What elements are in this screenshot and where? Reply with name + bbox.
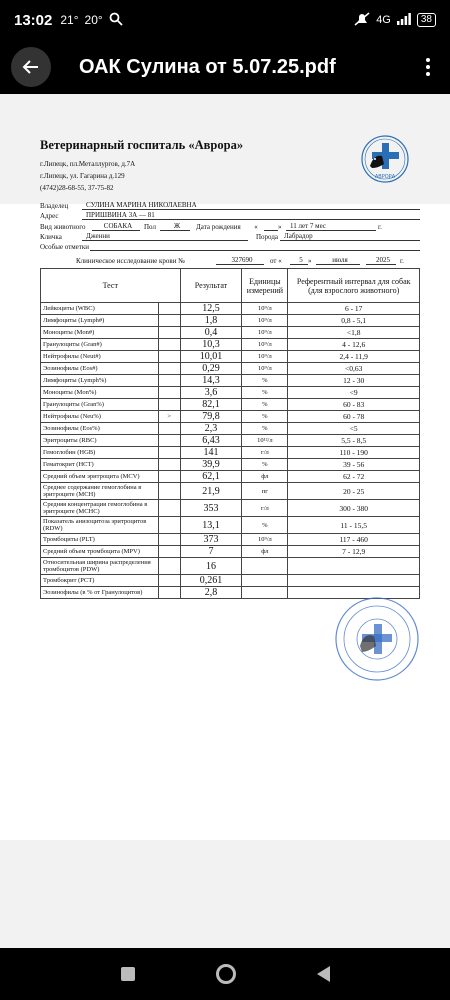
reference-cell: 2,4 - 11,9	[288, 351, 420, 363]
flag-cell	[158, 351, 180, 363]
flag-cell	[158, 517, 180, 534]
animal-row: Вид животного СОБАКА Пол Ж Дата рождения « » 11 лет 7 мес г.	[40, 222, 382, 231]
result-cell: 82,1	[180, 399, 242, 411]
test-name-cell: Моноциты (Mon%)	[41, 387, 159, 399]
breed-value: Лабрадор	[280, 232, 420, 241]
table-row	[41, 575, 420, 587]
flag-cell: >	[158, 411, 180, 423]
reference-cell: <5	[288, 423, 420, 435]
test-name-cell: Эозинофилы (в % от Гранулоцитов)	[41, 587, 159, 599]
unit-cell: фл	[242, 546, 288, 558]
result-cell: 79,8	[180, 411, 242, 423]
unit-cell: пг	[242, 483, 288, 500]
study-number: 327690	[216, 256, 264, 265]
result-cell: 62,1	[180, 471, 242, 483]
clinic-logo	[360, 134, 410, 184]
address-row: Адрес ПРИШВИНА 3А — 81	[40, 211, 420, 220]
flag-cell	[158, 558, 180, 575]
unit-cell: 10⁹/л	[242, 351, 288, 363]
table-row	[41, 375, 420, 387]
flag-cell	[158, 363, 180, 375]
flag-cell	[158, 575, 180, 587]
unit-cell	[242, 575, 288, 587]
logo-text: АВРОРА	[374, 174, 396, 180]
flag-cell	[158, 483, 180, 500]
owner-value: СУЛИНА МАРИНА НИКОЛАЕВНА	[82, 201, 420, 210]
status-bar	[0, 0, 450, 40]
test-name-cell: Гранулоциты (Gran#)	[41, 339, 159, 351]
result-cell: 2,3	[180, 423, 242, 435]
status-time: 13:02	[14, 11, 53, 29]
result-cell: 141	[180, 447, 242, 459]
flag-cell	[158, 459, 180, 471]
reference-cell: <0,63	[288, 363, 420, 375]
reference-cell: 6 - 17	[288, 303, 420, 315]
reference-cell: 62 - 72	[288, 471, 420, 483]
unit-cell: 10⁹/л	[242, 303, 288, 315]
flag-cell	[158, 339, 180, 351]
reference-cell: 4 - 12,6	[288, 339, 420, 351]
table-row	[41, 447, 420, 459]
signal-icon	[397, 13, 411, 28]
test-name-cell: Средняя концентрация гемоглобина в эритроците (MCHC)	[41, 500, 159, 517]
flag-cell	[158, 534, 180, 546]
unit-cell: 10⁹/л	[242, 327, 288, 339]
status-temp-1: 21°	[60, 13, 79, 27]
table-row	[41, 471, 420, 483]
test-name-cell: Тромбокрит (PCT)	[41, 575, 159, 587]
result-cell: 2,8	[180, 587, 242, 599]
test-name-cell: Эозинофилы (Eos#)	[41, 363, 159, 375]
status-temp-2: 20°	[84, 13, 103, 27]
unit-cell: фл	[242, 471, 288, 483]
result-cell: 12,5	[180, 303, 242, 315]
reference-cell: 39 - 56	[288, 459, 420, 471]
test-name-cell: Тромбоциты (PLT)	[41, 534, 159, 546]
reference-cell: 60 - 83	[288, 399, 420, 411]
table-row	[41, 351, 420, 363]
table-header-row	[41, 269, 420, 303]
age-value: 11 лет 7 мес	[286, 222, 376, 231]
test-name-cell: Гранулоциты (Gran%)	[41, 399, 159, 411]
result-cell: 373	[180, 534, 242, 546]
unit-cell	[242, 587, 288, 599]
header-result: Результат	[180, 269, 242, 303]
flag-cell	[158, 387, 180, 399]
table-row	[41, 435, 420, 447]
table-row	[41, 339, 420, 351]
test-name-cell: Лимфоциты (Lymph#)	[41, 315, 159, 327]
test-name-cell: Нейтрофилы (Neu%)	[41, 411, 159, 423]
phone-line: (4742)28-68-55, 37-75-82	[40, 184, 114, 192]
table-row	[41, 483, 420, 500]
unit-cell: %	[242, 399, 288, 411]
test-name-cell: Средний объем тромбоцита (MPV)	[41, 546, 159, 558]
table-row	[41, 303, 420, 315]
flag-cell	[158, 423, 180, 435]
results-table	[40, 268, 420, 599]
flag-cell	[158, 500, 180, 517]
reference-cell: 60 - 78	[288, 411, 420, 423]
reference-cell: <1,8	[288, 327, 420, 339]
table-row	[41, 558, 420, 575]
test-name-cell: Лейкоциты (WBC)	[41, 303, 159, 315]
test-name-cell: Моноциты (Mon#)	[41, 327, 159, 339]
result-cell: 10,3	[180, 339, 242, 351]
flag-cell	[158, 375, 180, 387]
hospital-name: Ветеринарный госпиталь «Аврора»	[40, 138, 244, 152]
reference-cell: 5,5 - 8,5	[288, 435, 420, 447]
unit-cell: %	[242, 423, 288, 435]
reference-cell: 11 - 15,5	[288, 517, 420, 534]
name-row: Кличка Дженни Порода Лабрадор	[40, 232, 420, 241]
test-name-cell: Эритроциты (RBC)	[41, 435, 159, 447]
result-cell: 0,4	[180, 327, 242, 339]
study-day: 5	[290, 256, 308, 265]
battery-icon: 38	[417, 13, 436, 27]
reference-cell: 7 - 12,9	[288, 546, 420, 558]
arrow-left-icon	[22, 59, 40, 75]
address-line-1: г.Липецк, пл.Металлургов, д.7А	[40, 160, 136, 168]
reference-cell: 0,8 - 5,1	[288, 315, 420, 327]
test-name-cell: Показатель анизоцитоза эритроцитов (RDW)	[41, 517, 159, 534]
result-cell: 7	[180, 546, 242, 558]
test-name-cell: Гематокрит (HCT)	[41, 459, 159, 471]
search-icon	[109, 12, 123, 29]
pet-name-value: Дженни	[82, 232, 248, 241]
result-cell: 0,261	[180, 575, 242, 587]
system-back-button[interactable]	[317, 966, 330, 982]
header-reference: Референтный интервал для собак (для взрослого животного)	[288, 269, 420, 303]
test-name-cell: Среднее содержание гемоглобина в эритроците (MCH)	[41, 483, 159, 500]
reference-cell: 20 - 25	[288, 483, 420, 500]
result-cell: 39,9	[180, 459, 242, 471]
flag-cell	[158, 471, 180, 483]
test-name-cell: Относительная ширина распределения тромбоцитов (PDW)	[41, 558, 159, 575]
table-row	[41, 363, 420, 375]
species-value: СОБАКА	[92, 222, 140, 231]
study-row: Клиническое исследование крови № 327690 от « 5 » июля 2025 г.	[76, 256, 404, 265]
result-cell: 14,3	[180, 375, 242, 387]
network-label: 4G	[376, 14, 391, 26]
result-cell: 21,9	[180, 483, 242, 500]
unit-cell: 10⁹/л	[242, 534, 288, 546]
result-cell: 6,43	[180, 435, 242, 447]
flag-cell	[158, 399, 180, 411]
unit-cell: %	[242, 411, 288, 423]
unit-cell: %	[242, 517, 288, 534]
clinic-stamp	[334, 596, 420, 682]
result-cell: 3,6	[180, 387, 242, 399]
flag-cell	[158, 435, 180, 447]
table-row	[41, 411, 420, 423]
flag-cell	[158, 315, 180, 327]
header-units: Единицы измерений	[242, 269, 288, 303]
sex-value: Ж	[160, 222, 190, 231]
table-row	[41, 315, 420, 327]
recents-button[interactable]	[121, 967, 135, 981]
unit-cell: г/л	[242, 500, 288, 517]
reference-cell: 300 - 380	[288, 500, 420, 517]
table-row	[41, 399, 420, 411]
reference-cell	[288, 575, 420, 587]
reference-cell	[288, 558, 420, 575]
result-cell: 10,01	[180, 351, 242, 363]
table-row	[41, 387, 420, 399]
result-cell: 13,1	[180, 517, 242, 534]
home-button[interactable]	[216, 964, 236, 984]
unit-cell: г/л	[242, 447, 288, 459]
reference-cell: 110 - 190	[288, 447, 420, 459]
unit-cell: %	[242, 459, 288, 471]
flag-cell	[158, 447, 180, 459]
test-name-cell: Нейтрофилы (Neut#)	[41, 351, 159, 363]
table-row	[41, 459, 420, 471]
table-row	[41, 327, 420, 339]
more-options-icon[interactable]	[416, 47, 440, 87]
unit-cell: 10⁹/л	[242, 363, 288, 375]
address-line-2: г.Липецк, ул. Гагарина д.129	[40, 172, 125, 180]
reference-cell: 117 - 460	[288, 534, 420, 546]
test-name-cell: Лимфоциты (Lymph%)	[41, 375, 159, 387]
unit-cell: %	[242, 387, 288, 399]
flag-cell	[158, 587, 180, 599]
back-button[interactable]	[11, 47, 51, 87]
unit-cell: 10⁹/л	[242, 315, 288, 327]
flag-cell	[158, 327, 180, 339]
result-cell: 16	[180, 558, 242, 575]
unit-cell: 10¹²/л	[242, 435, 288, 447]
mute-icon	[354, 12, 370, 29]
table-row	[41, 534, 420, 546]
table-row	[41, 423, 420, 435]
owner-row: Владелец СУЛИНА МАРИНА НИКОЛАЕВНА	[40, 201, 420, 210]
notes-row: Особые отметки	[40, 243, 420, 251]
flag-cell	[158, 546, 180, 558]
study-year: 2025	[366, 256, 396, 265]
study-month: июля	[316, 256, 360, 265]
header-test: Тест	[41, 269, 181, 303]
document-title: ОАК Сулина от 5.07.25.pdf	[79, 55, 336, 78]
result-cell: 0,29	[180, 363, 242, 375]
unit-cell	[242, 558, 288, 575]
app-bar	[0, 40, 450, 94]
table-row	[41, 517, 420, 534]
reference-cell: 12 - 30	[288, 375, 420, 387]
table-row	[41, 500, 420, 517]
address-value: ПРИШВИНА 3А — 81	[82, 211, 420, 220]
test-name-cell: Эозинофилы (Eos%)	[41, 423, 159, 435]
unit-cell: 10⁹/л	[242, 339, 288, 351]
test-name-cell: Гемоглобин (HGB)	[41, 447, 159, 459]
table-row	[41, 546, 420, 558]
result-cell: 353	[180, 500, 242, 517]
unit-cell: %	[242, 375, 288, 387]
test-name-cell: Средний объем эритроцита (MCV)	[41, 471, 159, 483]
flag-cell	[158, 303, 180, 315]
result-cell: 1,8	[180, 315, 242, 327]
reference-cell: <9	[288, 387, 420, 399]
system-nav-bar	[0, 948, 450, 1000]
